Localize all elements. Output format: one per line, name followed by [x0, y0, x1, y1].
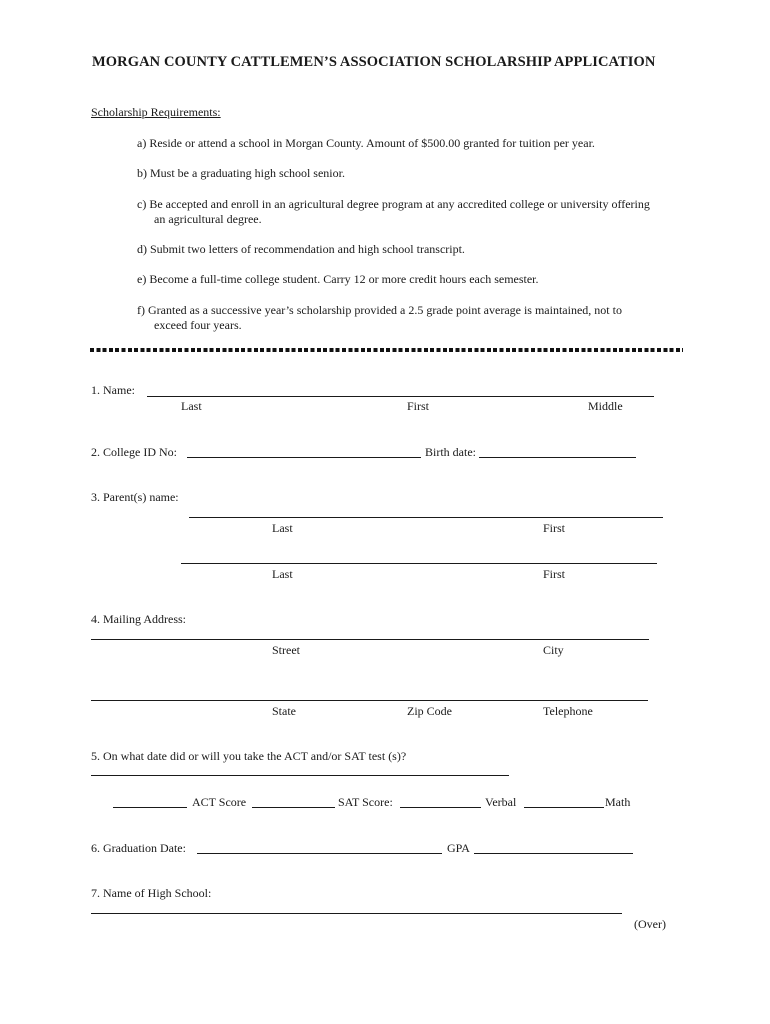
street-city-field[interactable] [91, 639, 649, 640]
name-field[interactable] [147, 396, 654, 397]
page-title: MORGAN COUNTY CATTLEMEN’S ASSOCIATION SCHOLARSHIP APPLICATION [92, 54, 656, 70]
state-zip-phone-field[interactable] [91, 700, 648, 701]
math-field[interactable] [524, 807, 604, 808]
name-first-caption: First [407, 399, 430, 413]
name-label: 1. Name: [91, 383, 135, 397]
parent1-last-caption: Last [272, 521, 293, 535]
address-label: 4. Mailing Address: [91, 612, 186, 626]
parent1-field[interactable] [189, 517, 663, 518]
parents-label: 3. Parent(s) name: [91, 490, 179, 504]
requirement-d: d) Submit two letters of recommendation and high school transcript. [137, 242, 465, 256]
college-id-label: 2. College ID No: [91, 445, 177, 459]
test-date-field[interactable] [91, 775, 509, 776]
graduation-date-label: 6. Graduation Date: [91, 841, 186, 855]
high-school-label: 7. Name of High School: [91, 886, 212, 900]
parent1-first-caption: First [543, 521, 566, 535]
sat-score-label: SAT Score: [338, 795, 393, 809]
act-score-field[interactable] [113, 807, 187, 808]
requirement-c-cont: an agricultural degree. [154, 212, 262, 226]
section-divider [90, 348, 683, 352]
over-note: (Over) [634, 917, 666, 931]
verbal-field[interactable] [400, 807, 481, 808]
state-caption: State [272, 704, 296, 718]
act-score-label: ACT Score [192, 795, 247, 809]
name-last-caption: Last [181, 399, 202, 413]
gpa-field[interactable] [474, 853, 633, 854]
requirement-b: b) Must be a graduating high school senior. [137, 166, 345, 180]
requirement-a: a) Reside or attend a school in Morgan County. Amount of $500.00 granted for tuition per year. [137, 136, 595, 150]
requirement-e: e) Become a full-time college student. Carry 12 or more credit hours each semester. [137, 272, 539, 286]
street-caption: Street [272, 643, 300, 657]
birth-date-field[interactable] [479, 457, 636, 458]
verbal-label: Verbal [485, 795, 517, 809]
telephone-caption: Telephone [543, 704, 593, 718]
sat-score-field[interactable] [252, 807, 335, 808]
city-caption: City [543, 643, 564, 657]
high-school-field[interactable] [91, 913, 622, 914]
requirements-heading: Scholarship Requirements: [91, 105, 221, 119]
parent2-field[interactable] [181, 563, 657, 564]
requirement-c: c) Be accepted and enroll in an agricultural degree program at any accredited college or university offering [137, 197, 650, 211]
parent2-first-caption: First [543, 567, 566, 581]
name-middle-caption: Middle [588, 399, 623, 413]
gpa-label: GPA [447, 841, 470, 855]
math-label: Math [605, 795, 631, 809]
requirement-f: f) Granted as a successive year’s scholarship provided a 2.5 grade point average is maintained, not to [137, 303, 622, 317]
graduation-date-field[interactable] [197, 853, 442, 854]
birth-date-label: Birth date: [425, 445, 476, 459]
college-id-field[interactable] [187, 457, 421, 458]
requirement-f-cont: exceed four years. [154, 318, 242, 332]
zip-caption: Zip Code [407, 704, 452, 718]
parent2-last-caption: Last [272, 567, 293, 581]
test-date-label: 5. On what date did or will you take the ACT and/or SAT test (s)? [91, 749, 407, 763]
